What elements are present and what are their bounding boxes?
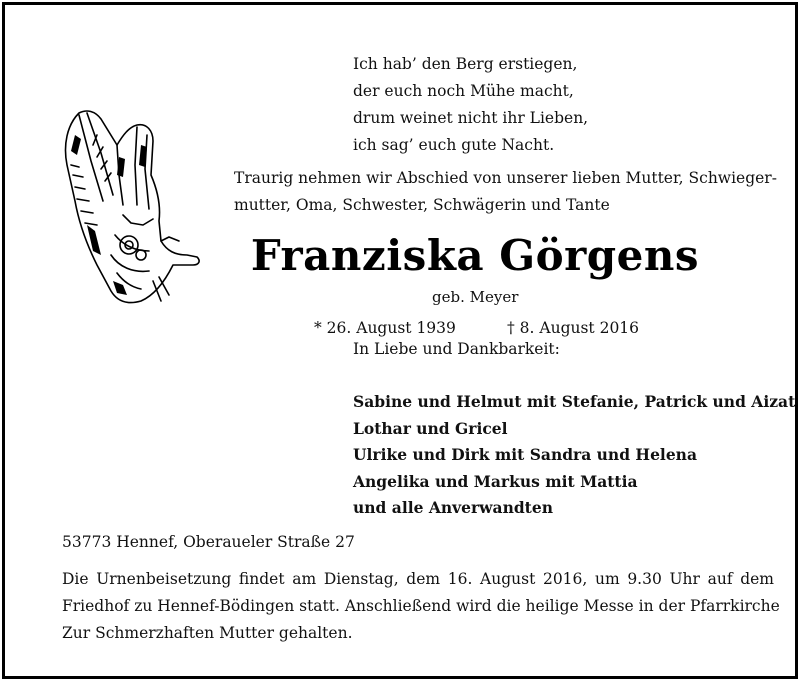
family-line: Angelika und Markus mit Mattia — [353, 471, 638, 491]
obituary-frame — [2, 2, 798, 679]
deceased-name: Franziska Görgens — [250, 231, 700, 280]
death-date: † 8. August 2016 — [507, 319, 640, 337]
intro-text — [234, 165, 777, 219]
family-list — [353, 389, 795, 522]
family-line: und alle Anverwandten — [353, 498, 553, 517]
maiden-name: geb. Meyer — [432, 288, 519, 306]
birth-date: * 26. August 1939 — [314, 319, 456, 337]
intro-line: mutter, Oma, Schwester, Schwägerin und Tante — [234, 196, 610, 214]
intro-line: Traurig nehmen wir Abschied von unserer lieben Mutter, Schwieger- — [234, 169, 777, 187]
notice-line: Friedhof zu Hennef-Bödingen statt. Anschließend wird die heilige Messe in der Pfarrkirche — [62, 597, 780, 615]
funeral-notice — [62, 566, 780, 647]
poem-line: ich sag’ euch gute Nacht. — [353, 136, 555, 154]
poem — [353, 51, 588, 159]
family-line: Sabine und Helmut mit Stefanie, Patrick und Aizat — [353, 392, 796, 411]
family-line: Lothar und Gricel — [353, 418, 508, 438]
poem-line: drum weinet nicht ihr Lieben, — [353, 109, 589, 127]
praying-hands-icon — [57, 105, 205, 311]
poem-line: der euch noch Mühe macht, — [353, 82, 574, 100]
address: 53773 Hennef, Oberaueler Straße 27 — [62, 533, 355, 551]
thanks-heading: In Liebe und Dankbarkeit: — [353, 340, 560, 358]
notice-line: Die Urnenbeisetzung findet am Dienstag, dem 16. August 2016, um 9.30 Uhr auf dem — [62, 570, 774, 588]
poem-line: Ich hab’ den Berg erstiegen, — [353, 55, 578, 73]
family-line: Ulrike und Dirk mit Sandra und Helena — [353, 445, 697, 464]
notice-line: Zur Schmerzhaften Mutter gehalten. — [62, 624, 353, 642]
